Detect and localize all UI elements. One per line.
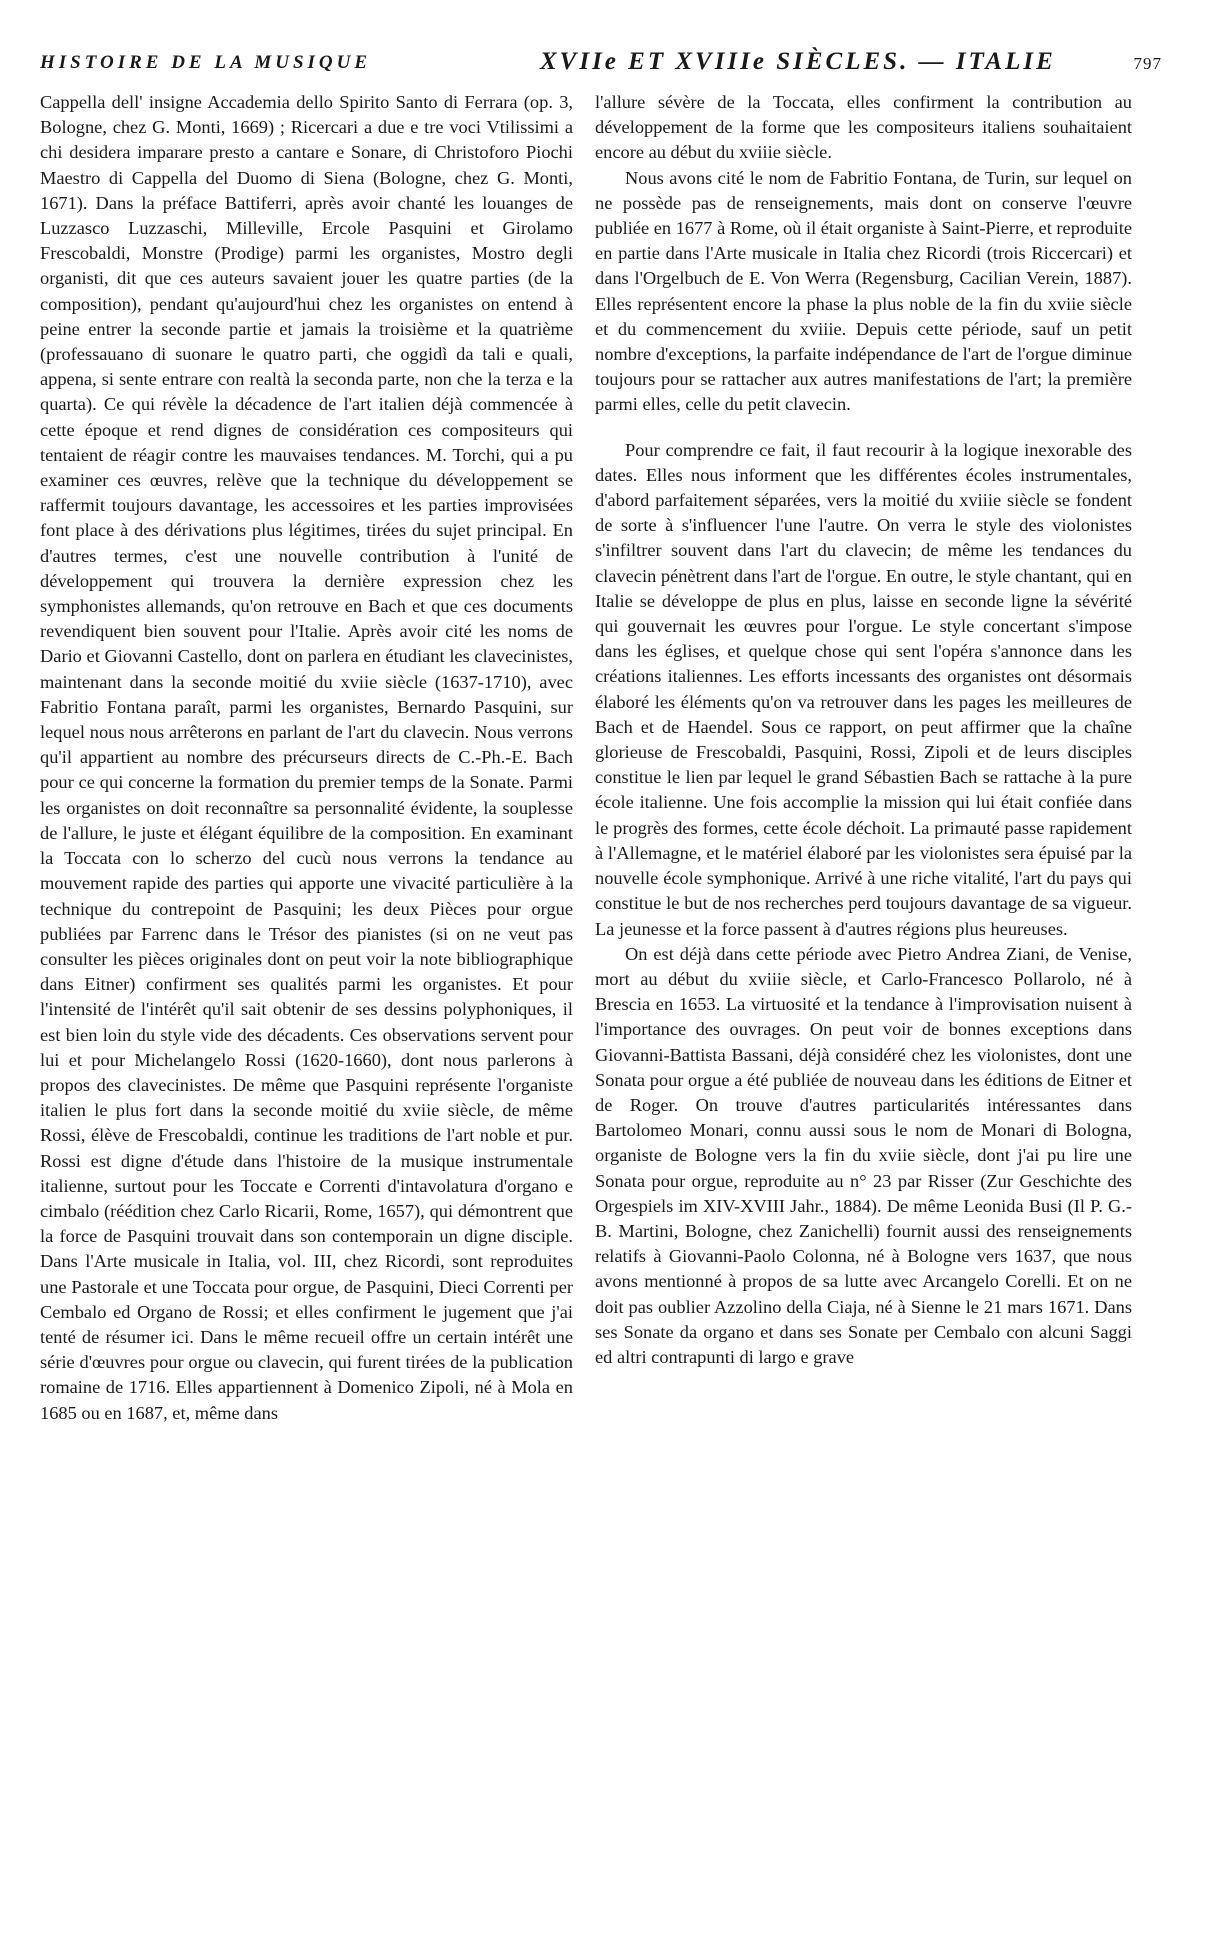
page-number: 797 <box>1133 54 1162 73</box>
paragraph: Cappella dell' insigne Accademia dello Spirito Santo di Ferrara (op. 3, Bologne, chez G. Monti, 1669) ; Ricercari a due e tre voci Vtilissimi a chi desidera imparare presto a cantare e Sonare, di Christoforo Piochi Maestro di Cappella del Duomo di Siena (Bologne, chez G. Monti, 1671). Dans la préface Battiferri, après avoir chanté les louanges de Luzzasco Luzzaschi, Milleville, Ercole Pasquini et Girolamo Frescobaldi, Monstre (Prodige) parmi les organistes, Mostro degli organisti, dit que ces auteurs savaient jouer les quatre parties (de la composition), pendant qu'aujourd'hui chez les organistes on entend à peine entrer la seconde partie et jamais la troisième et la quatrième (professauano di suonare le quatro parti, che oggidì da tali e quali, appena, si sente entrare con realtà la seconda parte, non che la terza e la quarta). Ce qui révèle la décadence de l'art italien déjà commencée à cette époque et rend dignes de considération ces compositeurs qui tentaient de réagir contre les mauvaises tendances. M. Torchi, qui a pu examiner ces œuvres, relève que la technique du développement se raffermit toujours davantage, les accessoires et les parties improvisées font place à des dérivations plus légitimes, tirées du sujet principal. En d'autres termes, c'est une nouvelle contribution à l'unité de développement qui trouvera la dernière expression chez les symphonistes allemands, qu'on retrouve en Bach et que ces documents revendiquent bien souvent pour l'Italie. Après avoir cité les noms de Dario et Giovanni Castello, dont on parlera en étudiant les clavecinistes, maintenant dans la seconde moitié du xviie siècle (1637-1710), avec Fabritio Fontana paraît, parmi les organistes, Bernardo Pasquini, sur lequel nous nous arrêterons en parlant de l'art du clavecin. Nous verrons qu'il appartient au nombre des précurseurs directs de C.-Ph.-E. Bach pour ce qui concerne la formation du premier temps de la Sonate. Parmi les organistes on doit reconnaître sa personnalité évidente, la souplesse de l'allure, le juste et élégant équilibre de la composition. En examinant la Toccata con lo scherzo del cucù nous verrons la tendance au mouvement rapide des parties qui apporte une vivacité particulière à la technique du contrepoint de Pasquini; les deux Pièces pour orgue publiées par Farrenc dans le Trésor des pianistes (si on ne veut pas consulter les pièces originales dont on peut voir la note bibliographique dans Eitner) confirment ses qualités parmi les organistes. Et pour l'intensité de l'intérêt qu'il sait obtenir de ses dessins polyphoniques, il est bien loin du style vide des décadents. Ces observations servent pour lui et pour Michelangelo Rossi (1620-1660), dont nous parlerons à propos des clavecinistes. De même que Pasquini représente l'organiste italien le plus fort dans la seconde moitié du xviie siècle, de même Rossi, élève de Frescobaldi, continue les traditions de l'art noble et pur. Rossi est digne d'étude dans l'histoire de la musique instrumentale italienne, surtout pour les Toccate e Correnti d'intavolatura d'organo e cimbalo (réédition chez Carlo Ricarii, Rome, 1657), qui démontrent que la force de Pasquini trouvait dans son contemporain un digne disciple. Dans l'Arte musicale in Italia, vol. III, chez Ricordi, sont reproduites une Pastorale et une Toccata pour orgue, de Pasquini, Dieci Correnti per Cembalo ed Organo de Rossi; et elles confirment le jugement que j'ai tenté de résumer ici. Dans le même recueil offre un certain intérêt une série d'œuvres pour orgue ou clavecin, qui furent tirées de la publication romaine de 1716. Elles appartiennent à Domenico Zipoli, né à Mola en 1685 ou en 1687, et, même dans <box>40 92 573 1423</box>
paragraph: l'allure sévère de la Toccata, elles confirment la contribution au développement de la forme que les compositeurs italiens souhaitaient encore au début du xviiie siècle. <box>595 92 1132 163</box>
paragraph: Pour comprendre ce fait, il faut recourir à la logique inexorable des dates. Elles nous informent que les différentes écoles instrumentales, d'abord parfaitement séparées, vers la moitié du xviiie siècle se fondent de sorte à s'influencer l'une l'autre. On verra le style des violonistes s'infiltrer souvent dans l'art du clavecin; de même les tendances du clavecin pénètrent dans l'art de l'orgue. En outre, le style chantant, qui en Italie se développe de plus en plus, laisse en seconde ligne la sévérité qui gouvernait les œuvres pour l'orgue. Le style concertant s'impose dans les églises, et quelque chose qui sent l'opéra s'annonce dans les créations italiennes. Les efforts incessants des organistes ont désormais élaboré les éléments qu'on va retrouver dans les pages les meilleures de Bach et de Haendel. Sous ce rapport, on peut affirmer que la chaîne glorieuse de Frescobaldi, Pasquini, Rossi, Zipoli et de leurs disciples constitue le lien par lequel le grand Sébastien Bach se rattache à la pure école italienne. Une fois accomplie la mission qui lui était confiée dans le progrès des formes, cette école déchoit. La primauté passe rapidement à l'Allemagne, et le matériel élaboré par les violonistes sera épuisé par la nouvelle école symphonique. Arrivé à une riche vitalité, l'art du pays qui constitue le but de nos recherches perd toujours davantage de sa vigueur. La jeunesse et la force passent à d'autres régions plus heureuses. <box>595 439 1132 939</box>
paragraph: Nous avons cité le nom de Fabritio Fontana, de Turin, sur lequel on ne possède pas de renseignements, mais dont on conserve l'œuvre publiée en 1677 à Rome, où il était organiste à Saint-Pierre, et reproduite en partie dans l'Arte musicale in Italia chez Ricordi (trois Riccercari) et dans l'Orgelbuch de E. Von Werra (Regensburg, Cacilian Verein, 1887). Elles représentent encore la phase la plus noble de la fin du xviie siècle et du commencement du xviiie. Depuis cette période, sauf un petit nombre d'exceptions, la parfaite indépendance de l'art de l'orgue diminue toujours pour se rattacher aux autres manifestations de l'art; la première parmi elles, celle du petit clavecin. <box>595 167 1132 415</box>
paragraph: On est déjà dans cette période avec Pietro Andrea Ziani, de Venise, mort au début du xviiie siècle, et Carlo-Francesco Pollarolo, né à Brescia en 1653. La virtuosité et la tendance à l'improvisation nuisent à l'importance des ouvrages. On peut voir de bonnes exceptions dans Giovanni-Battista Bassani, déjà considéré chez les violonistes, dont une Sonata pour orgue a été publiée de nouveau dans les éditions de Eitner et de Roger. On trouve d'autres particularités intéressantes dans Bartolomeo Monari, connu aussi sous le nom de Monari di Bologna, organiste de Bologne vers la fin du xviie siècle, dont j'ai pu lire une Sonata pour orgue, reproduite au n° 23 par Risser (Zur Geschichte des Orgespiels im XIV-XVIII Jahr., 1884). De même Leonida Busi (Il P. G.-B. Martini, Bologne, chez Zanichelli) fournit aussi des renseignements relatifs à Giovanni-Paolo Colonna, né à Bologne vers 1637, que nous avons mentionné à propos de sa lutte avec Arcangelo Corelli. Et on ne doit pas oublier Azzolino della Ciaja, né à Sienne le 21 mars 1671. Dans ses Sonate da organo et dans ses Sonate per Cembalo con alcuni Saggi ed altri contrapunti di largo e grave <box>595 943 1132 1367</box>
header-book-title: HISTOIRE DE LA MUSIQUE <box>40 52 372 73</box>
left-column <box>40 90 573 1426</box>
right-column <box>595 90 1132 1370</box>
header-chapter-title: XVIIe ET XVIIIe SIÈCLES. — ITALIE <box>540 48 1056 75</box>
running-header <box>40 48 1160 82</box>
